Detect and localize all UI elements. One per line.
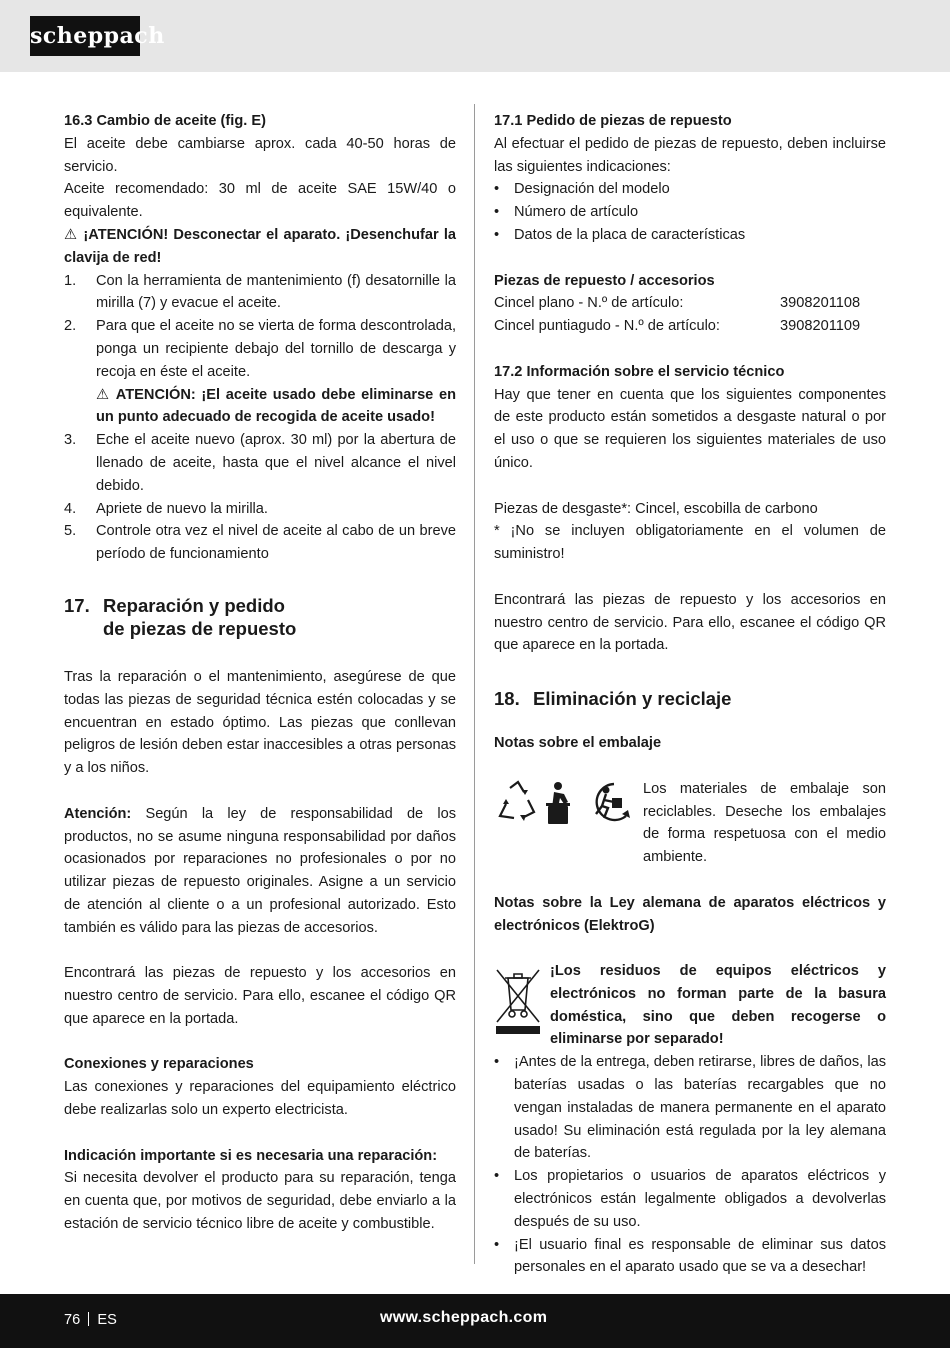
part-number: 3908201109 bbox=[780, 318, 861, 335]
recycle-person-icon bbox=[596, 784, 630, 820]
list-item: • Datos de la placa de características bbox=[494, 224, 886, 247]
header-bar bbox=[0, 0, 950, 72]
list-item: • Número de artículo bbox=[494, 201, 886, 224]
weee-block bbox=[494, 960, 886, 1051]
step-item bbox=[64, 270, 456, 316]
connections-title: Conexiones y reparaciones bbox=[64, 1056, 254, 1073]
step-item bbox=[64, 429, 456, 497]
used-oil-warning-text: ATENCIÓN: ¡El aceite usado debe eliminarse en un punto adecuado de recogida de aceite usado! bbox=[96, 386, 456, 426]
step-text: Eche el aceite nuevo (aprox. 30 ml) por la abertura de llenado de aceite, hasta que el nivel alcance el nivel debido. bbox=[96, 432, 456, 494]
service-center-paragraph: Encontrará las piezas de repuesto y los accesorios en nuestro centro de servicio. Para ello, escanee el código QR que aparece en la portada. bbox=[494, 591, 886, 654]
packaging-block bbox=[494, 778, 886, 869]
section-17-title-line2: de piezas de repuesto bbox=[103, 617, 297, 639]
part-label: Cincel plano - N.º de artículo: bbox=[494, 295, 684, 312]
warning-triangle-icon: ⚠ bbox=[96, 386, 111, 403]
section-16-3-title: 16.3 Cambio de aceite (fig. E) bbox=[64, 113, 266, 129]
weee-warning: ¡Los residuos de equipos eléctricos y electrónicos no forman parte de la basura doméstica, sino que deben recogerse o eliminarse por separado! bbox=[550, 963, 886, 1048]
repair-note-text: Si necesita devolver el producto para su reparación, tenga en cuenta que, por motivos de seguridad, debe enviarlo a la estación de servicio técnico libre de aceite y combustible. bbox=[64, 1170, 456, 1233]
section-18-number: 18. bbox=[494, 688, 520, 710]
column-divider bbox=[474, 104, 475, 1264]
order-intro: Al efectuar el pedido de piezas de repuesto, deben incluirse las siguientes indicaciones: bbox=[494, 135, 886, 175]
step-text: Para que el aceite no se vierta de forma descontrolada, ponga un recipiente debajo del tornillo de descarga y recoja en éste el aceite. bbox=[96, 318, 456, 380]
website-link[interactable]: www.scheppach.com bbox=[380, 1309, 548, 1326]
section-17-title-line1: Reparación y pedido bbox=[103, 594, 285, 616]
recycling-icons bbox=[494, 778, 634, 826]
parts-row bbox=[494, 292, 886, 315]
disconnect-warning-text: ¡ATENCIÓN! Desconectar el aparato. ¡Desenchufar la clavija de red! bbox=[64, 226, 457, 266]
section-18-title: Eliminación y reciclaje bbox=[533, 688, 732, 710]
left-column bbox=[64, 110, 456, 1236]
step-item bbox=[64, 498, 456, 521]
crossed-bin-icon bbox=[494, 964, 542, 1036]
step-text: Apriete de nuevo la mirilla. bbox=[96, 500, 268, 517]
language-code: ES bbox=[97, 1312, 117, 1328]
elektrog-title: Notas sobre la Ley alemana de aparatos eléctricos y electrónicos (ElektroG) bbox=[494, 894, 886, 934]
page-number-block bbox=[64, 1309, 117, 1332]
step-number: 2. bbox=[64, 318, 77, 335]
section-17-1-title: 17.1 Pedido de piezas de repuesto bbox=[494, 113, 732, 129]
list-item: • ¡Antes de la entrega, deben retirarse, libres de daños, las baterías usadas o las baterías recargables que no vengan instaladas de manera permanente en el aparato usado! Su eliminación está regulada por la ley alemana de baterías. bbox=[494, 1051, 886, 1165]
brand-logo: scheppach bbox=[30, 16, 140, 56]
safety-parts-paragraph: Tras la reparación o el mantenimiento, asegúrese de que todas las piezas de seguridad técnica estén colocadas y se encuentran en estado óptimo. Las piezas que conllevan peligros de lesión deben estar inaccesibles a otras personas y a los niños. bbox=[64, 668, 456, 777]
list-item: • Designación del modelo bbox=[494, 178, 886, 201]
warning-triangle-icon: ⚠ bbox=[64, 226, 79, 243]
service-center-paragraph: Encontrará las piezas de repuesto y los accesorios en nuestro centro de servicio. Para ello, escanee el código QR que aparece en la portada. bbox=[64, 965, 456, 1027]
section-17-number: 17. bbox=[64, 594, 90, 616]
disconnect-warning bbox=[64, 224, 456, 270]
step-item bbox=[64, 520, 456, 566]
part-label: Cincel puntiagudo - N.º de artículo: bbox=[494, 318, 720, 335]
step-item bbox=[64, 315, 456, 383]
list-item: • ¡El usuario final es responsable de eliminar sus datos personales en el aparato usado que se va a desechar! bbox=[494, 1234, 886, 1280]
parts-title: Piezas de repuesto / accesorios bbox=[494, 272, 715, 289]
parts-row bbox=[494, 315, 886, 338]
wear-parts: Piezas de desgaste*: Cincel, escobilla de carbono bbox=[494, 500, 818, 517]
section-17-heading bbox=[64, 594, 456, 640]
step-number: 3. bbox=[64, 432, 77, 449]
footer-bar bbox=[0, 1294, 950, 1348]
liability-paragraph bbox=[64, 803, 456, 940]
order-requirements-list bbox=[494, 178, 886, 246]
step-text: Con la herramienta de mantenimiento (f) desatornille la mirilla (7) y evacue el aceite. bbox=[96, 272, 456, 312]
used-oil-warning bbox=[64, 384, 456, 430]
step-number: 4. bbox=[64, 500, 77, 517]
right-column bbox=[494, 110, 886, 1279]
repair-note-title: Indicación importante si es necesaria una reparación: bbox=[64, 1147, 438, 1164]
recycle-icon bbox=[500, 782, 534, 821]
recommended-oil: Aceite recomendado: 30 ml de aceite SAE 15W/40 o equivalente. bbox=[64, 181, 456, 221]
attention-text: Según la ley de responsabilidad de los productos, no se asume ninguna responsabilidad por daños ocasionados por reparaciones no profesionales o por no utilizar piezas de repuesto originales. Asigne a un servicio de atención al cliente o a un profesional autorizado. Esto también es válido para las piezas de accesorios. bbox=[64, 805, 456, 936]
section-18-heading bbox=[494, 687, 886, 710]
tidyman-bin-icon bbox=[546, 782, 570, 824]
list-item: • Los propietarios o usuarios de aparatos eléctricos y electrónicos están legalmente obligados a devolverlas después de su uso. bbox=[494, 1165, 886, 1233]
packaging-text: Los materiales de embalaje son reciclables. Deseche los embalajes de forma respetuosa con el medio ambiente. bbox=[643, 780, 886, 866]
wear-parts-note: * ¡No se incluyen obligatoriamente en el volumen de suministro! bbox=[494, 523, 886, 563]
oil-change-interval: El aceite debe cambiarse aprox. cada 40-50 horas de servicio. bbox=[64, 135, 456, 175]
step-text: Controle otra vez el nivel de aceite al cabo de un breve período de funcionamiento bbox=[96, 523, 456, 563]
footer-separator bbox=[88, 1312, 89, 1326]
elektrog-list bbox=[494, 1051, 886, 1279]
step-number: 1. bbox=[64, 272, 77, 289]
oil-change-steps bbox=[64, 270, 456, 566]
packaging-title: Notas sobre el embalaje bbox=[494, 735, 662, 752]
connections-text: Las conexiones y reparaciones del equipamiento eléctrico debe realizarlas solo un experto electricista. bbox=[64, 1079, 456, 1119]
step-number: 5. bbox=[64, 523, 77, 540]
wear-components-paragraph: Hay que tener en cuenta que los siguientes componentes de este producto están sometidos a desgaste natural o por el uso o que se requieren los siguientes materiales de uso único. bbox=[494, 386, 886, 471]
page-number: 76 bbox=[64, 1312, 81, 1328]
attention-label: Atención: bbox=[64, 805, 132, 822]
part-number: 3908201108 bbox=[780, 295, 861, 312]
section-17-2-title: 17.2 Información sobre el servicio técnico bbox=[494, 363, 785, 380]
